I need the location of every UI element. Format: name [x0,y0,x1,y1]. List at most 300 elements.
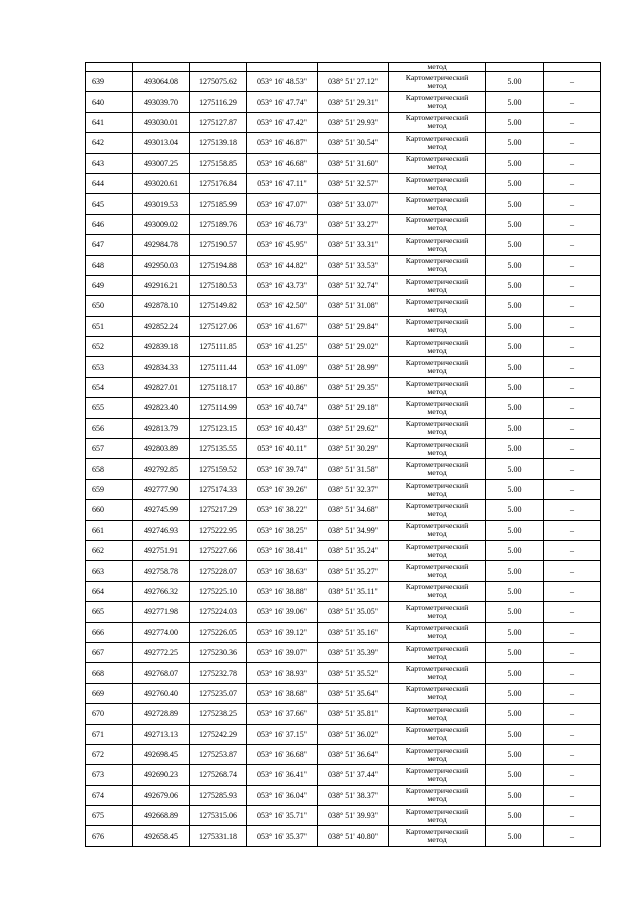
method-line-2: метод [427,141,447,151]
latitude-cell: 053° 16' 41.67" [247,316,318,336]
x-coordinate-cell: 492950.03 [133,255,190,275]
latitude-cell: 053° 16' 38.25" [247,520,318,540]
longitude-cell: 038° 51' 36.02" [318,724,389,744]
longitude-cell: 038° 51' 31.58" [318,459,389,479]
method-cell [389,765,486,785]
method-line-1: Картометрический [405,398,469,408]
method-line-2: метод [427,162,447,172]
method-line-1: Картометрический [405,317,469,327]
table-row [86,704,601,724]
x-coordinate-cell: 492745.99 [133,500,190,520]
y-coordinate-cell: 1275118.17 [190,377,247,397]
method-cell [389,316,486,336]
point-number-cell: 646 [86,214,133,234]
note-cell: – [544,72,601,92]
y-coordinate-cell: 1275127.06 [190,316,247,336]
longitude-cell: 038° 51' 29.84" [318,316,389,336]
x-coordinate-cell: 492751.91 [133,540,190,560]
longitude-cell: 038° 51' 32.74" [318,275,389,295]
method-line-2: метод [427,325,447,335]
note-cell: – [544,255,601,275]
accuracy-cell: 5.00 [486,663,544,683]
point-number-cell: 660 [86,500,133,520]
method-line-1: Картометрический [405,521,469,531]
y-coordinate-cell: 1275158.85 [190,153,247,173]
note-cell: – [544,622,601,642]
note-cell: – [544,540,601,560]
point-number-cell: 659 [86,479,133,499]
accuracy-cell: 5.00 [486,581,544,601]
y-coordinate-cell: 1275190.57 [190,235,247,255]
point-number-cell: 670 [86,704,133,724]
accuracy-cell: 5.00 [486,540,544,560]
method-line-1: Картометрический [405,704,469,714]
method-line-2: метод [427,692,447,702]
point-number-cell: 665 [86,602,133,622]
note-cell: – [544,173,601,193]
point-number-cell: 655 [86,398,133,418]
table-row [86,683,601,703]
note-cell: – [544,194,601,214]
method-cell [389,255,486,275]
accuracy-cell: 5.00 [486,337,544,357]
note-cell: – [544,398,601,418]
x-coordinate-cell: 493064.08 [133,72,190,92]
method-line-1: Картометрический [405,195,469,205]
method-cell [389,500,486,520]
x-coordinate-cell: 492746.93 [133,520,190,540]
longitude-cell: 038° 51' 35.05" [318,602,389,622]
note-cell: – [544,704,601,724]
y-coordinate-cell: 1275268.74 [190,765,247,785]
x-coordinate-cell: 493019.53 [133,194,190,214]
y-coordinate-cell: 1275139.18 [190,133,247,153]
latitude-cell: 053° 16' 43.73" [247,275,318,295]
longitude-cell: 038° 51' 29.18" [318,398,389,418]
x-coordinate-cell: 492698.45 [133,744,190,764]
note-cell: – [544,561,601,581]
longitude-cell: 038° 51' 35.39" [318,642,389,662]
latitude-cell: 053° 16' 42.50" [247,296,318,316]
note-cell: – [544,418,601,438]
latitude-cell: 053° 16' 35.37" [247,826,318,846]
method-line-1: Картометрический [405,296,469,306]
accuracy-cell: 5.00 [486,296,544,316]
method-line-2: метод [427,651,447,661]
table-row [86,194,601,214]
x-coordinate-cell: 492823.40 [133,398,190,418]
method-line-1: Картометрический [405,745,469,755]
method-line-1: Картометрический [405,276,469,286]
x-coordinate-cell: 492679.06 [133,785,190,805]
latitude-cell: 053° 16' 38.88" [247,581,318,601]
accuracy-cell: 5.00 [486,439,544,459]
method-line-1: Картометрический [405,827,469,837]
point-number-cell: 645 [86,194,133,214]
accuracy-cell: 5.00 [486,806,544,826]
method-line-2: метод [427,488,447,498]
table-cell [318,63,389,72]
note-cell: – [544,214,601,234]
method-line-2: метод [427,610,447,620]
point-number-cell: 651 [86,316,133,336]
table-row [86,377,601,397]
table-row [86,540,601,560]
table-row [86,173,601,193]
note-cell: – [544,153,601,173]
latitude-cell: 053° 16' 39.07" [247,642,318,662]
note-cell: – [544,377,601,397]
method-line-2: метод [427,794,447,804]
method-cell [389,826,486,846]
longitude-cell: 038° 51' 33.27" [318,214,389,234]
method-cell [389,377,486,397]
table-row [86,357,601,377]
note-cell: – [544,724,601,744]
x-coordinate-cell: 493020.61 [133,173,190,193]
table-cell [486,63,544,72]
longitude-cell: 038° 51' 32.57" [318,173,389,193]
latitude-cell: 053° 16' 39.06" [247,602,318,622]
longitude-cell: 038° 51' 39.93" [318,806,389,826]
method-line-1: Картометрический [405,806,469,816]
accuracy-cell: 5.00 [486,153,544,173]
method-line-2: метод [427,814,447,824]
point-number-cell: 668 [86,663,133,683]
table-row [86,826,601,846]
y-coordinate-cell: 1275285.93 [190,785,247,805]
method-cell [389,296,486,316]
method-cell [389,602,486,622]
accuracy-cell: 5.00 [486,765,544,785]
continuation-row [86,63,601,72]
method-cell [389,153,486,173]
table-row [86,255,601,275]
x-coordinate-cell: 492713.13 [133,724,190,744]
method-cell [389,806,486,826]
longitude-cell: 038° 51' 31.60" [318,153,389,173]
method-cell [389,459,486,479]
longitude-cell: 038° 51' 34.99" [318,520,389,540]
point-number-cell: 664 [86,581,133,601]
table-row [86,112,601,132]
longitude-cell: 038° 51' 29.02" [318,337,389,357]
table-row [86,296,601,316]
method-line-1: Картометрический [405,480,469,490]
table-row [86,520,601,540]
x-coordinate-cell: 492834.33 [133,357,190,377]
method-cell: метод [389,63,486,72]
latitude-cell: 053° 16' 39.26" [247,479,318,499]
y-coordinate-cell: 1275159.52 [190,459,247,479]
latitude-cell: 053° 16' 45.95" [247,235,318,255]
note-cell: – [544,439,601,459]
longitude-cell: 038° 51' 35.11" [318,581,389,601]
y-coordinate-cell: 1275127.87 [190,112,247,132]
method-line-2: метод [427,672,447,682]
method-line-2: метод [427,508,447,518]
x-coordinate-cell: 492758.78 [133,561,190,581]
table-row [86,337,601,357]
note-cell: – [544,581,601,601]
point-number-cell: 658 [86,459,133,479]
longitude-cell: 038° 51' 40.80" [318,826,389,846]
method-line-2: метод [427,386,447,396]
method-cell [389,683,486,703]
method-line-2: метод [427,835,447,845]
latitude-cell: 053° 16' 41.25" [247,337,318,357]
method-line-2: метод [427,468,447,478]
longitude-cell: 038° 51' 27.12" [318,72,389,92]
y-coordinate-cell: 1275315.06 [190,806,247,826]
table-row [86,500,601,520]
accuracy-cell: 5.00 [486,133,544,153]
note-cell: – [544,826,601,846]
point-number-cell: 672 [86,744,133,764]
x-coordinate-cell: 493013.04 [133,133,190,153]
note-cell: – [544,459,601,479]
longitude-cell: 038° 51' 33.07" [318,194,389,214]
latitude-cell: 053° 16' 46.87" [247,133,318,153]
point-number-cell: 649 [86,275,133,295]
point-number-cell: 641 [86,112,133,132]
x-coordinate-cell: 492839.18 [133,337,190,357]
method-line-1: Картометрический [405,72,469,82]
accuracy-cell: 5.00 [486,459,544,479]
longitude-cell: 038° 51' 34.68" [318,500,389,520]
accuracy-cell: 5.00 [486,744,544,764]
latitude-cell: 053° 16' 40.86" [247,377,318,397]
note-cell: – [544,296,601,316]
longitude-cell: 038° 51' 29.35" [318,377,389,397]
method-cell [389,704,486,724]
x-coordinate-cell: 492728.89 [133,704,190,724]
note-cell: – [544,744,601,764]
table-row [86,622,601,642]
point-number-cell: 648 [86,255,133,275]
longitude-cell: 038° 51' 35.16" [318,622,389,642]
accuracy-cell: 5.00 [486,418,544,438]
method-line-1: Картометрический [405,337,469,347]
note-cell: – [544,275,601,295]
latitude-cell: 053° 16' 38.41" [247,540,318,560]
latitude-cell: 053° 16' 36.68" [247,744,318,764]
table-row [86,765,601,785]
accuracy-cell: 5.00 [486,602,544,622]
note-cell: – [544,602,601,622]
x-coordinate-cell: 492803.89 [133,439,190,459]
point-number-cell: 666 [86,622,133,642]
method-cell [389,337,486,357]
method-cell [389,540,486,560]
method-cell [389,275,486,295]
accuracy-cell: 5.00 [486,235,544,255]
method-line-1: Картометрический [405,562,469,572]
x-coordinate-cell: 492984.78 [133,235,190,255]
latitude-cell: 053° 16' 36.41" [247,765,318,785]
method-cell [389,724,486,744]
latitude-cell: 053° 16' 44.82" [247,255,318,275]
latitude-cell: 053° 16' 47.42" [247,112,318,132]
table-row [86,418,601,438]
y-coordinate-cell: 1275111.85 [190,337,247,357]
longitude-cell: 038° 51' 35.24" [318,540,389,560]
method-line-1: Картометрический [405,684,469,694]
method-line-2: метод [427,243,447,253]
longitude-cell: 038° 51' 32.37" [318,479,389,499]
method-cell [389,112,486,132]
accuracy-cell: 5.00 [486,112,544,132]
accuracy-cell: 5.00 [486,214,544,234]
method-line-2: метод [427,406,447,416]
point-number-cell: 642 [86,133,133,153]
y-coordinate-cell: 1275242.29 [190,724,247,744]
longitude-cell: 038° 51' 35.27" [318,561,389,581]
method-line-2: метод [427,427,447,437]
table-row [86,153,601,173]
point-number-cell: 676 [86,826,133,846]
x-coordinate-cell: 492852.24 [133,316,190,336]
note-cell: – [544,806,601,826]
longitude-cell: 038° 51' 29.62" [318,418,389,438]
table-cell [86,63,133,72]
method-line-2: метод [427,631,447,641]
x-coordinate-cell: 492760.40 [133,683,190,703]
y-coordinate-cell: 1275228.07 [190,561,247,581]
y-coordinate-cell: 1275227.66 [190,540,247,560]
table-row [86,133,601,153]
table-cell [544,63,601,72]
y-coordinate-cell: 1275176.84 [190,173,247,193]
table-row [86,642,601,662]
point-number-cell: 647 [86,235,133,255]
x-coordinate-cell: 492690.23 [133,765,190,785]
method-cell [389,92,486,112]
table-row [86,806,601,826]
table-row [86,214,601,234]
y-coordinate-cell: 1275111.44 [190,357,247,377]
accuracy-cell: 5.00 [486,704,544,724]
table-row [86,581,601,601]
accuracy-cell: 5.00 [486,520,544,540]
method-line-2: метод [427,80,447,90]
note-cell: – [544,337,601,357]
table-row [86,663,601,683]
point-number-cell: 661 [86,520,133,540]
y-coordinate-cell: 1275238.25 [190,704,247,724]
y-coordinate-cell: 1275189.76 [190,214,247,234]
x-coordinate-cell: 492658.45 [133,826,190,846]
y-coordinate-cell: 1275222.95 [190,520,247,540]
x-coordinate-cell: 492768.07 [133,663,190,683]
latitude-cell: 053° 16' 38.22" [247,500,318,520]
y-coordinate-cell: 1275226.05 [190,622,247,642]
method-line-2: метод [427,223,447,233]
longitude-cell: 038° 51' 33.31" [318,235,389,255]
method-line-1: Картометрический [405,113,469,123]
point-number-cell: 669 [86,683,133,703]
method-line-2: метод [427,590,447,600]
method-line-2: метод [427,549,447,559]
method-cell [389,744,486,764]
accuracy-cell: 5.00 [486,724,544,744]
accuracy-cell: 5.00 [486,173,544,193]
method-line-2: метод [427,284,447,294]
longitude-cell: 038° 51' 33.53" [318,255,389,275]
latitude-cell: 053° 16' 37.66" [247,704,318,724]
latitude-cell: 053° 16' 39.12" [247,622,318,642]
method-line-1: Картометрический [405,419,469,429]
method-line-2: метод [427,304,447,314]
accuracy-cell: 5.00 [486,500,544,520]
method-cell [389,622,486,642]
x-coordinate-cell: 493007.25 [133,153,190,173]
note-cell: – [544,500,601,520]
accuracy-cell: 5.00 [486,316,544,336]
method-line-2: метод [427,773,447,783]
accuracy-cell: 5.00 [486,275,544,295]
point-number-cell: 643 [86,153,133,173]
method-cell [389,72,486,92]
table-cell [247,63,318,72]
note-cell: – [544,316,601,336]
method-line-1: Картометрический [405,623,469,633]
method-line-2: метод [427,264,447,274]
accuracy-cell: 5.00 [486,479,544,499]
longitude-cell: 038° 51' 29.31" [318,92,389,112]
method-cell [389,642,486,662]
method-line-1: Картометрический [405,664,469,674]
method-cell [389,479,486,499]
latitude-cell: 053° 16' 38.93" [247,663,318,683]
longitude-cell: 038° 51' 37.44" [318,765,389,785]
method-line-2: метод [427,529,447,539]
latitude-cell: 053° 16' 39.74" [247,459,318,479]
method-line-2: метод [427,182,447,192]
latitude-cell: 053° 16' 40.43" [247,418,318,438]
note-cell: – [544,479,601,499]
latitude-cell: 053° 16' 47.74" [247,92,318,112]
method-cell [389,785,486,805]
longitude-cell: 038° 51' 35.64" [318,683,389,703]
method-line-1: Картометрический [405,765,469,775]
point-number-cell: 652 [86,337,133,357]
note-cell: – [544,235,601,255]
accuracy-cell: 5.00 [486,398,544,418]
note-cell: – [544,520,601,540]
point-number-cell: 644 [86,173,133,193]
method-line-1: Картометрический [405,602,469,612]
method-line-1: Картометрический [405,439,469,449]
note-cell: – [544,133,601,153]
x-coordinate-cell: 493039.70 [133,92,190,112]
y-coordinate-cell: 1275123.15 [190,418,247,438]
method-cell [389,173,486,193]
method-line-1: Картометрический [405,256,469,266]
method-line-2: метод [427,345,447,355]
longitude-cell: 038° 51' 35.81" [318,704,389,724]
method-cell [389,520,486,540]
method-cell [389,398,486,418]
table-row [86,398,601,418]
method-line-2: метод [427,733,447,743]
table-row [86,479,601,499]
table-row [86,724,601,744]
method-line-1: Картометрический [405,541,469,551]
method-cell [389,581,486,601]
table-cell [190,63,247,72]
x-coordinate-cell: 492813.79 [133,418,190,438]
